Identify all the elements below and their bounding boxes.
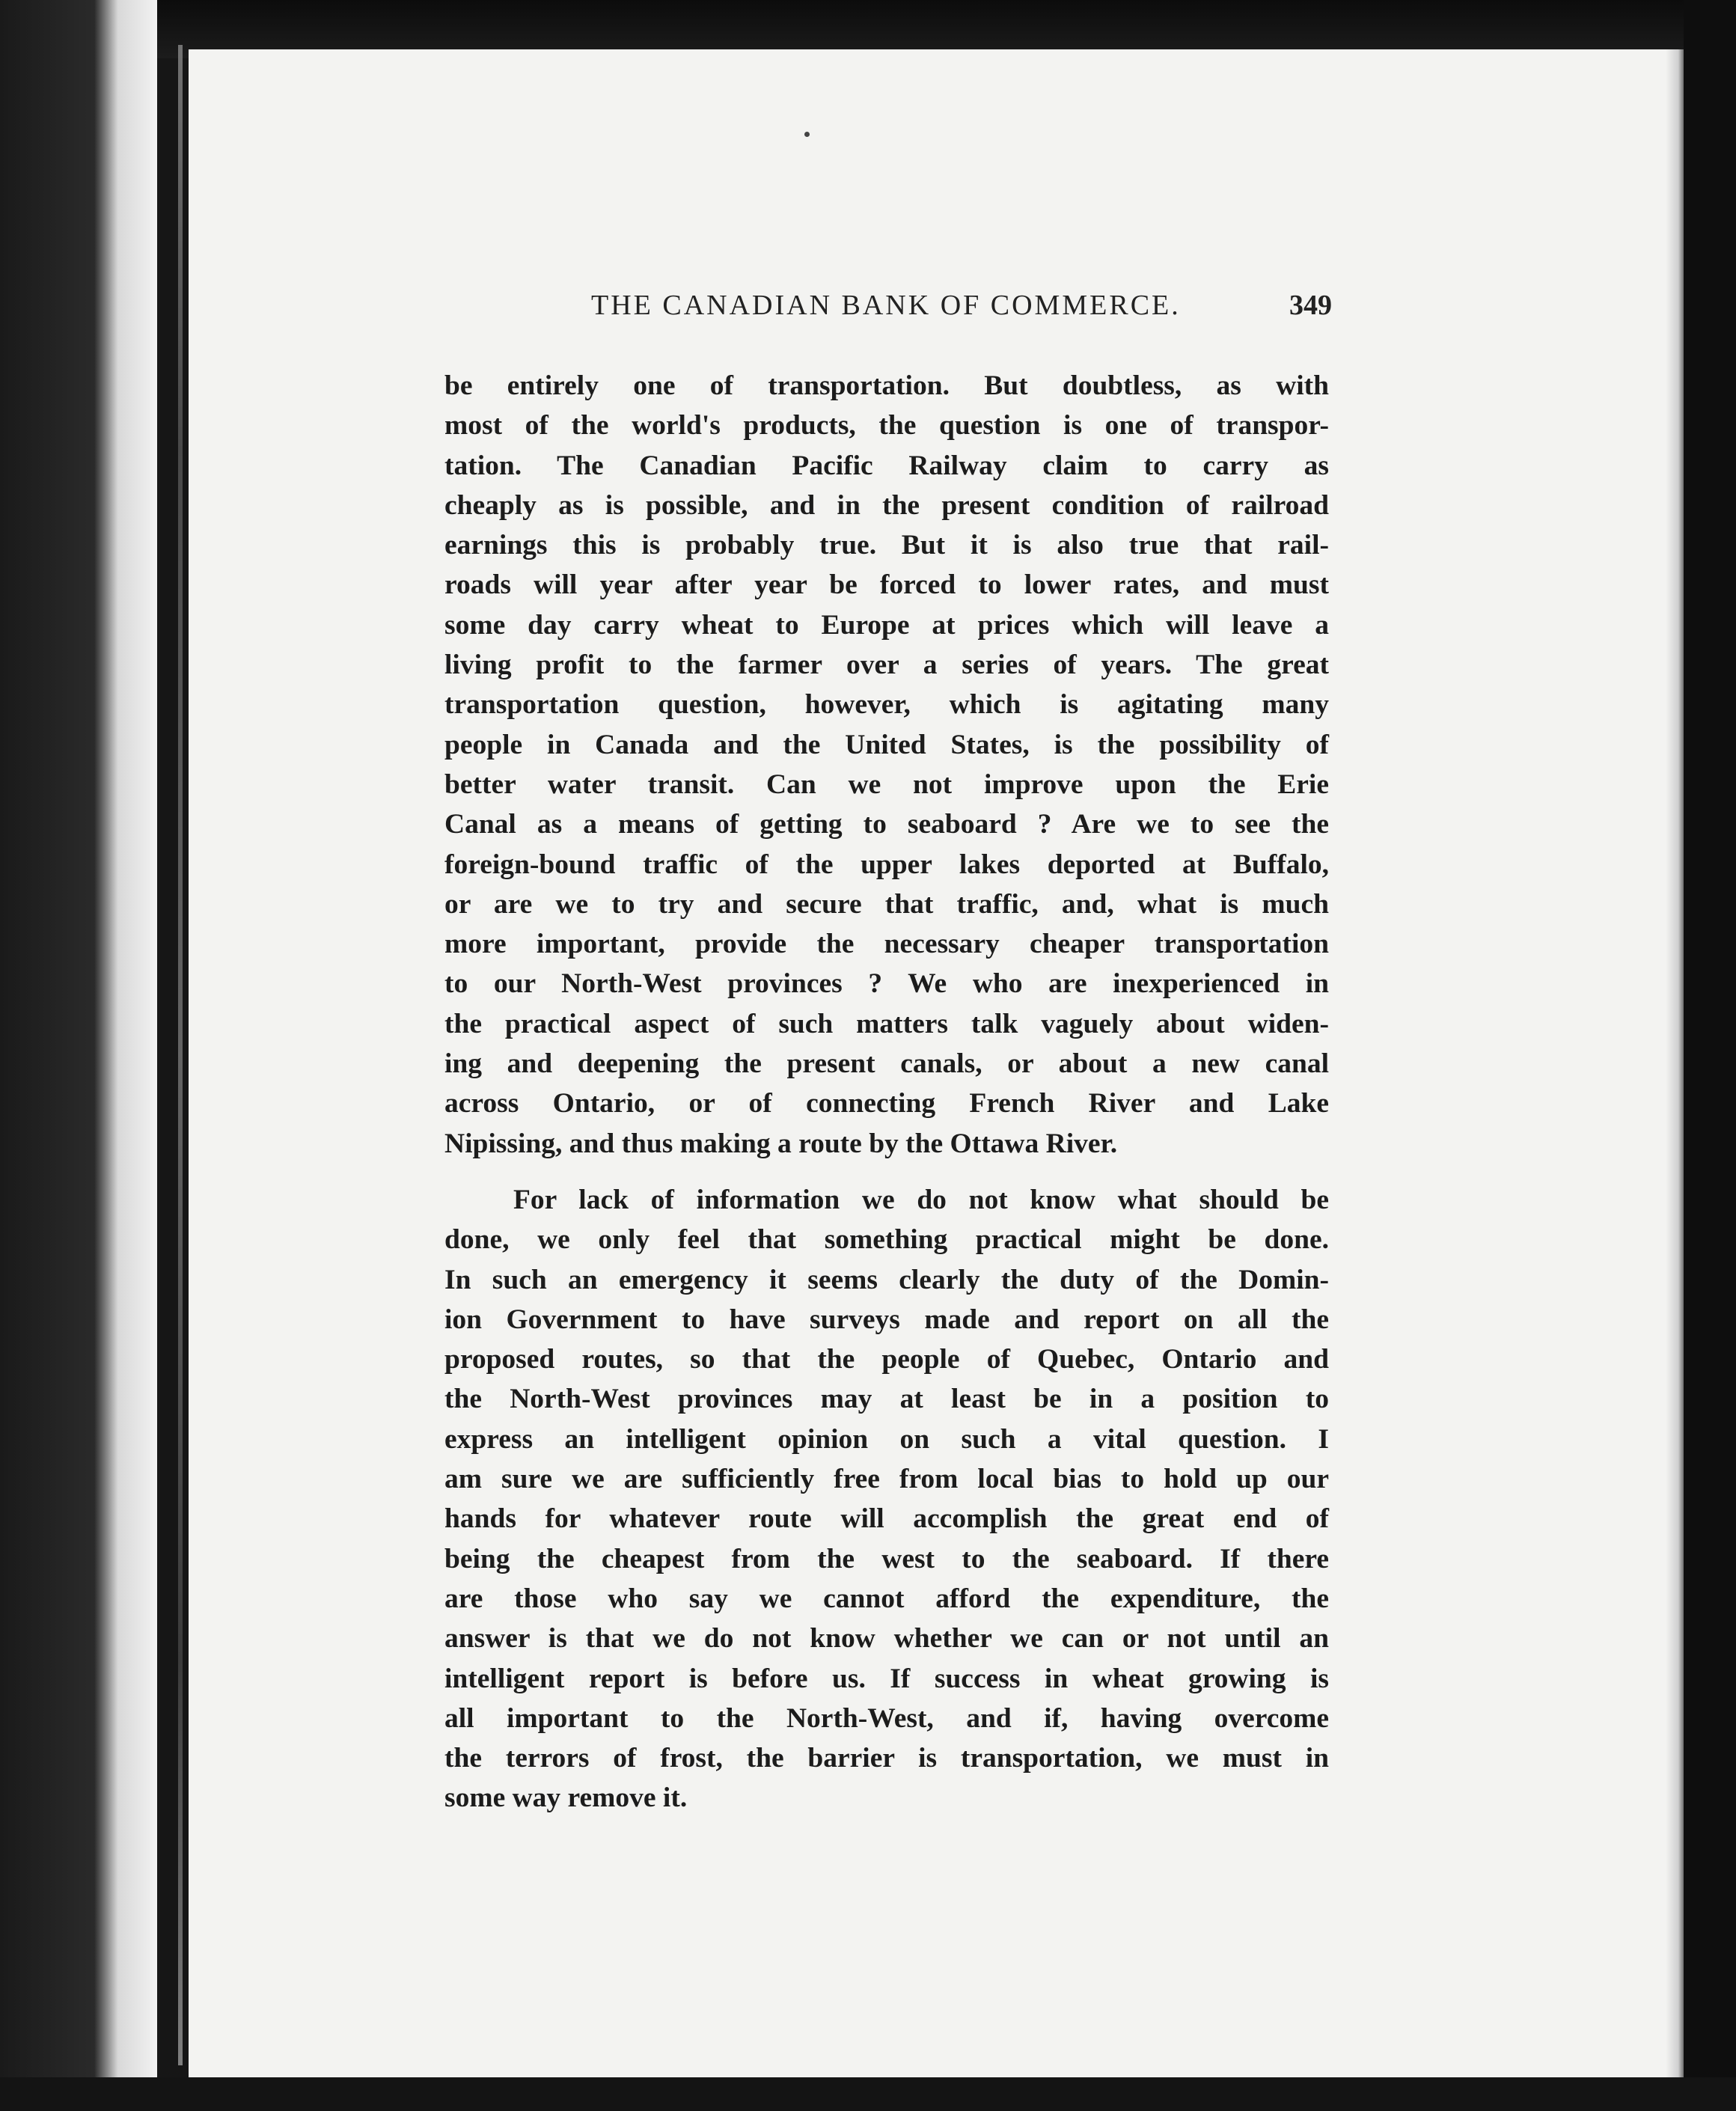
text-line: In such an emergency it seems clearly the duty of the Domin- [444, 1264, 1329, 1295]
text-line: intelligent report is before us. If success in wheat growing is [444, 1663, 1329, 1694]
text-line: living profit to the farmer over a series of years. The great [444, 650, 1329, 681]
text-line: tation. The Canadian Pacific Railway claim to carry as [444, 450, 1329, 481]
text-line: be entirely one of transportation. But doubtless, as with [444, 370, 1329, 401]
text-line: transportation question, however, which is agitating many [444, 689, 1329, 721]
text-line: For lack of information we do not know what should be [513, 1184, 1329, 1215]
text-line: Canal as a means of getting to seaboard ? Are we to see the [444, 809, 1329, 840]
paragraph-1 [444, 366, 1329, 1164]
text-line: the practical aspect of such matters talk vaguely about widen- [444, 1008, 1329, 1039]
page-number: 349 [1289, 290, 1332, 321]
running-head [591, 289, 1332, 334]
text-line: some day carry wheat to Europe at prices which will leave a [444, 609, 1329, 641]
text-line: some way remove it. [444, 1782, 688, 1814]
page-binding-edge [178, 45, 183, 2065]
paragraph-gap [444, 1164, 1329, 1180]
paragraph-2 [444, 1180, 1329, 1818]
text-line: ion Government to have surveys made and report on all the [444, 1304, 1329, 1335]
text-line: across Ontario, or of connecting French River and Lake [444, 1088, 1329, 1119]
text-line: cheaply as is possible, and in the present condition of railroad [444, 489, 1329, 521]
paper-speck [804, 132, 810, 137]
text-line: earnings this is probably true. But it is also true that rail- [444, 530, 1329, 561]
text-line: am sure we are sufficiently free from local bias to hold up our [444, 1464, 1329, 1495]
text-line: are those who say we cannot afford the expenditure, the [444, 1583, 1329, 1614]
text-line: being the cheapest from the west to the seaboard. If there [444, 1543, 1329, 1574]
text-line: or are we to try and secure that traffic, and, what is much [444, 888, 1329, 920]
text-line: roads will year after year be forced to lower rates, and must [444, 569, 1329, 601]
text-line: to our North-West provinces ? We who are inexperienced in [444, 968, 1329, 1000]
text-line: foreign-bound traffic of the upper lakes deported at Buffalo, [444, 849, 1329, 880]
text-line: better water transit. Can we not improve upon the Erie [444, 769, 1329, 800]
body-text [444, 366, 1329, 1818]
text-line: done, we only feel that something practical might be done. [444, 1224, 1329, 1256]
text-line: hands for whatever route will accomplish the great end of [444, 1503, 1329, 1535]
text-line: people in Canada and the United States, is the possibility of [444, 729, 1329, 760]
scan-border-left [0, 0, 157, 2111]
text-line: more important, provide the necessary cheaper transportation [444, 929, 1329, 960]
text-line: ing and deepening the present canals, or about a new canal [444, 1048, 1329, 1080]
text-line: proposed routes, so that the people of Quebec, Ontario and [444, 1344, 1329, 1375]
text-line: all important to the North-West, and if, having overcome [444, 1702, 1329, 1734]
text-line: most of the world's products, the question is one of transpor- [444, 410, 1329, 442]
scan-border-bottom [0, 2077, 1736, 2111]
text-line: Nipissing, and thus making a route by the Ottawa River. [444, 1128, 1118, 1159]
text-line: the North-West provinces may at least be in a position to [444, 1384, 1329, 1415]
scan-border-right [1684, 0, 1736, 2111]
text-line: answer is that we do not know whether we can or not until an [444, 1623, 1329, 1655]
running-title: THE CANADIAN BANK OF COMMERCE. [591, 290, 1181, 321]
text-line: the terrors of frost, the barrier is transportation, we must in [444, 1743, 1329, 1774]
text-line: express an intelligent opinion on such a vital question. I [444, 1423, 1329, 1455]
